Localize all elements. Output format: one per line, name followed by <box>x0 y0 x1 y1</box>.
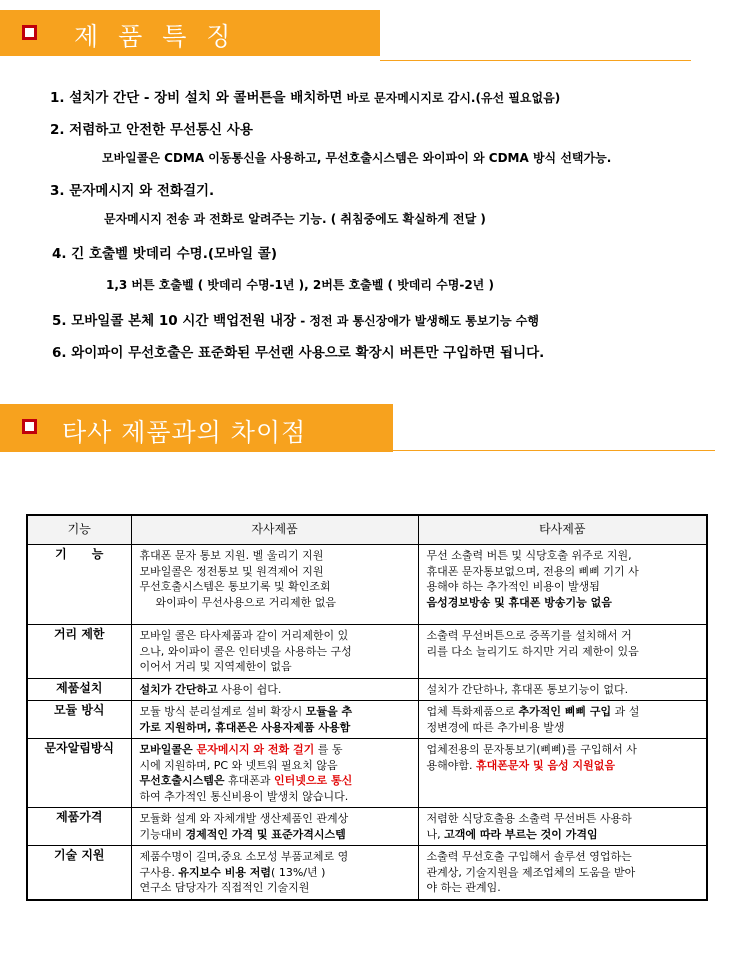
table-row <box>27 678 707 701</box>
column-header: 자사제품 <box>131 515 418 545</box>
feature-item-4: 4. 긴 호출벨 밧데리 수명.(모바일 콜) <box>52 246 278 262</box>
other-product-cell: 소출력 무선버튼으로 증폭기를 설치해서 거 리를 다소 늘리기도 하지만 거리 제한이 있음 <box>418 625 707 679</box>
divider <box>380 60 691 61</box>
table-header-row <box>27 515 707 545</box>
divider <box>393 450 715 451</box>
table-row <box>27 846 707 900</box>
section-banner-features <box>0 10 380 56</box>
row-category: 기 능 <box>27 545 131 625</box>
own-product-cell: 휴대폰 문자 통보 지원. 벨 울리기 지원 모바일콜은 정전통보 및 원격제어 지원 무선호출시스템은 통보기록 및 확인조회 와이파이 무선사용으로 거리제한 없음 <box>131 545 418 625</box>
other-product-cell: 저렴한 식당호출용 소출력 무선버튼 사용하 나, 고객에 따라 부르는 것이 가격임 <box>418 808 707 846</box>
table-row <box>27 701 707 739</box>
other-product-cell: 무선 소출력 버튼 및 식당호출 위주로 지원, 휴대폰 문자통보없으며, 전용의 삐삐 기기 사 용해야 하는 추가적인 비용이 발생됨 음성경보방송 및 휴대폰 방송기능 없음 <box>418 545 707 625</box>
feature-item-2-detail: 모바일콜은 CDMA 이동통신을 사용하고, 무선호출시스템은 와이파이 와 CDMA 방식 선택가능. <box>102 151 612 165</box>
own-product-cell: 제품수명이 길며,중요 소모성 부품교체로 영 구사용. 유지보수 비용 저렴( 13%/년 ) 연구소 담당자가 직접적인 기술지원 <box>131 846 418 900</box>
section-title: 타사 제품과의 차이점 <box>62 418 307 447</box>
table-row <box>27 739 707 808</box>
section-banner-comparison <box>0 404 393 452</box>
row-category: 거리 제한 <box>27 625 131 679</box>
feature-item-3-detail: 문자메시지 전송 과 전화로 알려주는 기능. ( 취침중에도 확실하게 전달 ) <box>104 212 486 226</box>
table-row <box>27 625 707 679</box>
row-category: 제품설치 <box>27 678 131 701</box>
column-header: 타사제품 <box>418 515 707 545</box>
feature-item-3: 3. 문자메시지 와 전화걸기. <box>50 183 215 199</box>
own-product-cell: 설치가 간단하고 사용이 쉽다. <box>131 678 418 701</box>
row-category: 문자알림방식 <box>27 739 131 808</box>
other-product-cell: 업체전용의 문자통보기(삐삐)를 구입해서 사 용해야함. 휴대폰문자 및 음성 지원없음 <box>418 739 707 808</box>
other-product-cell: 업체 특화제품으로 추가적인 삐삐 구입 과 설 정변경에 따른 추가비용 발생 <box>418 701 707 739</box>
own-product-cell: 모바일 콜은 타사제품과 같이 거리제한이 있 으나, 와이파이 콜은 인터넷을 사용하는 구성 이어서 거리 및 지역제한이 없음 <box>131 625 418 679</box>
bullet-square-icon <box>22 25 37 40</box>
own-product-cell: 모듈화 설계 와 자체개발 생산제품인 관계상 기능대비 경제적인 가격 및 표준가격시스템 <box>131 808 418 846</box>
own-product-cell: 모바일콜은 문자메시지 와 전화 걸기 를 동 시에 지원하며, PC 와 넷트워 필요치 않음 무선호출시스템은 휴대폰과 인터넷으로 통신 하여 추가적인 통신비용이 발생치 않습니다. <box>131 739 418 808</box>
column-header: 기능 <box>27 515 131 545</box>
other-product-cell: 설치가 간단하나, 휴대폰 통보기능이 없다. <box>418 678 707 701</box>
feature-item-6: 6. 와이파이 무선호출은 표준화된 무선랜 사용으로 확장시 버튼만 구입하면 됩니다. <box>52 345 545 361</box>
section-title: 제 품 특 징 <box>74 22 237 51</box>
table-row <box>27 545 707 625</box>
row-category: 기술 지원 <box>27 846 131 900</box>
own-product-cell: 모듈 방식 분리설계로 설비 확장시 모듈을 추 가로 지원하며, 휴대폰은 사용자제품 사용함 <box>131 701 418 739</box>
feature-item-4-detail: 1,3 버튼 호출벨 ( 밧데리 수명-1년 ), 2버튼 호출벨 ( 밧데리 수명-2년 ) <box>106 278 494 292</box>
table-row <box>27 808 707 846</box>
feature-item-2: 2. 저렴하고 안전한 무선통신 사용 <box>50 122 253 138</box>
comparison-table <box>26 514 708 901</box>
row-category: 모듈 방식 <box>27 701 131 739</box>
feature-item-5: 5. 모바일콜 본체 10 시간 백업전원 내장 - 정전 과 통신장애가 발생해도 통보기능 수행 <box>52 313 539 329</box>
row-category: 제품가격 <box>27 808 131 846</box>
bullet-square-icon <box>22 419 37 434</box>
feature-item-1: 1. 설치가 간단 - 장비 설치 와 콜버튼을 배치하면 바로 문자메시지로 감시.(유선 필요없음) <box>50 90 561 106</box>
other-product-cell: 소출력 무선호출 구입해서 솔루션 영업하는 관계상, 기술지원을 제조업체의 도움을 받아 야 하는 관계임. <box>418 846 707 900</box>
